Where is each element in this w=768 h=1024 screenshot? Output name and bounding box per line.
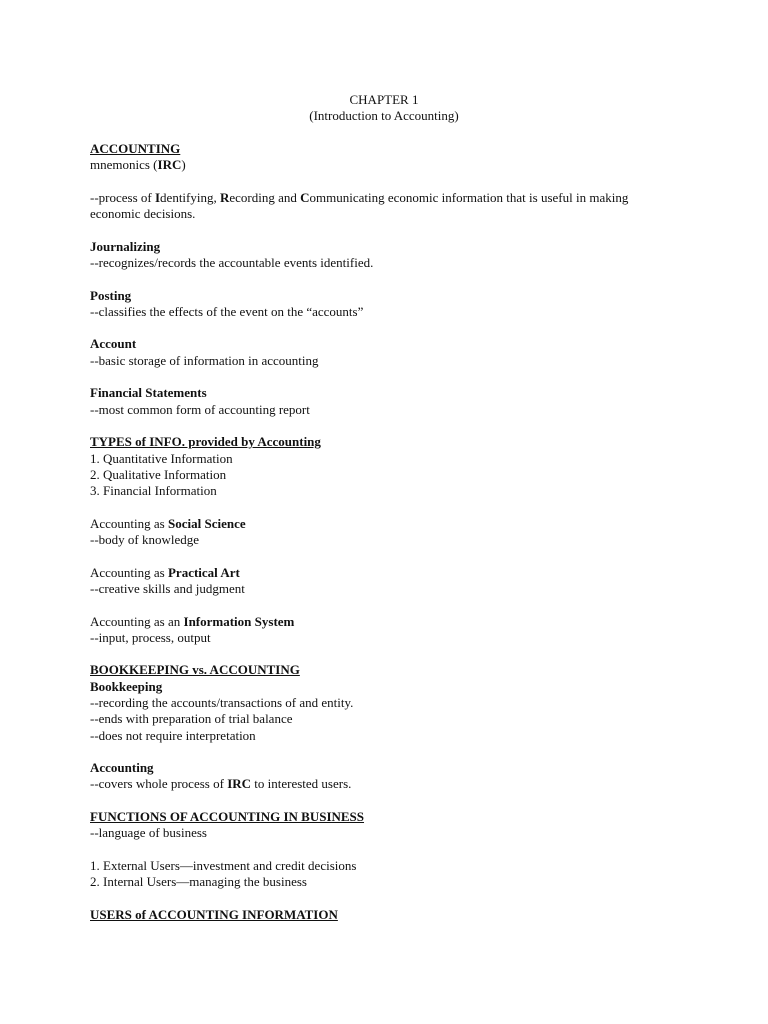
term-title [90,239,690,255]
term-title [90,385,690,401]
accounting-definition [90,190,680,223]
list-item: 3. Financial Information [90,483,217,499]
list-item: --ends with preparation of trial balance [90,711,293,727]
document-body [90,92,690,923]
def-letter-r: R [219,189,230,205]
mnemonics-acronym: IRC [157,157,182,173]
accounting-as-description: --input, process, output [90,629,211,645]
list-item: --does not require interpretation [90,727,256,743]
term-description: --recognizes/records the accountable events identified. [90,254,374,270]
accounting-title [90,760,690,776]
accounting-as-prefix: Accounting as [90,564,168,580]
accounting-as-title [90,516,690,532]
def-letter-i: I [154,189,161,205]
list-item: 1. External Users—investment and credit decisions [90,857,357,873]
accounting-as-title [90,614,690,630]
accounting-as-prefix: Accounting as an [90,613,184,629]
chapter-subtitle: (Introduction to Accounting) [309,108,459,124]
bookkeeping-title [90,679,690,695]
accounting-heading: ACCOUNTING [90,140,181,156]
accounting-as-title [90,565,690,581]
accounting-desc-suffix: to interested users. [251,776,352,792]
types-heading: TYPES of INFO. provided by Accounting [90,434,321,450]
list-item: 2. Internal Users—managing the business [90,874,307,890]
bookkeeping-label: Bookkeeping [90,678,163,694]
mnemonics-suffix: ) [181,157,186,173]
mnemonics-prefix: mnemonics ( [90,157,158,173]
list-item: 2. Qualitative Information [90,466,227,482]
accounting-desc-prefix: --covers whole process of [90,776,228,792]
bookkeeping-vs-heading: BOOKKEEPING vs. ACCOUNTING [90,662,300,678]
def-text: ommunicating economic information that is useful in making economic decisions. [90,189,629,222]
term-description: --most common form of accounting report [90,401,310,417]
term-financial-statements: Financial Statements [90,385,207,401]
chapter-title: CHAPTER 1 [349,92,419,107]
list-item: 1. Quantitative Information [90,450,233,466]
mnemonics-line [90,157,690,173]
information-system-label: Information System [183,613,295,629]
term-description: --classifies the effects of the event on the “accounts” [90,303,364,319]
def-text: --process of [90,189,155,205]
term-posting: Posting [90,287,132,303]
accounting-description [90,776,690,792]
def-text: ecording and [229,189,301,205]
term-journalizing: Journalizing [90,238,161,254]
def-text: dentifying, [160,189,220,205]
term-title [90,288,690,304]
def-letter-c: C [300,189,310,205]
accounting-as-description: --creative skills and judgment [90,580,245,596]
term-account: Account [90,336,137,352]
functions-description: --language of business [90,825,207,841]
term-description: --basic storage of information in accounting [90,352,319,368]
users-heading: USERS of ACCOUNTING INFORMATION [90,906,338,922]
accounting-as-description: --body of knowledge [90,532,200,548]
social-science-label: Social Science [167,515,246,531]
functions-heading: FUNCTIONS OF ACCOUNTING IN BUSINESS [90,809,365,825]
irc-acronym: IRC [227,776,252,792]
accounting-as-prefix: Accounting as [90,515,168,531]
practical-art-label: Practical Art [167,564,240,580]
term-title [90,336,690,352]
accounting-label: Accounting [90,760,154,776]
list-item: --recording the accounts/transactions of and entity. [90,694,354,710]
